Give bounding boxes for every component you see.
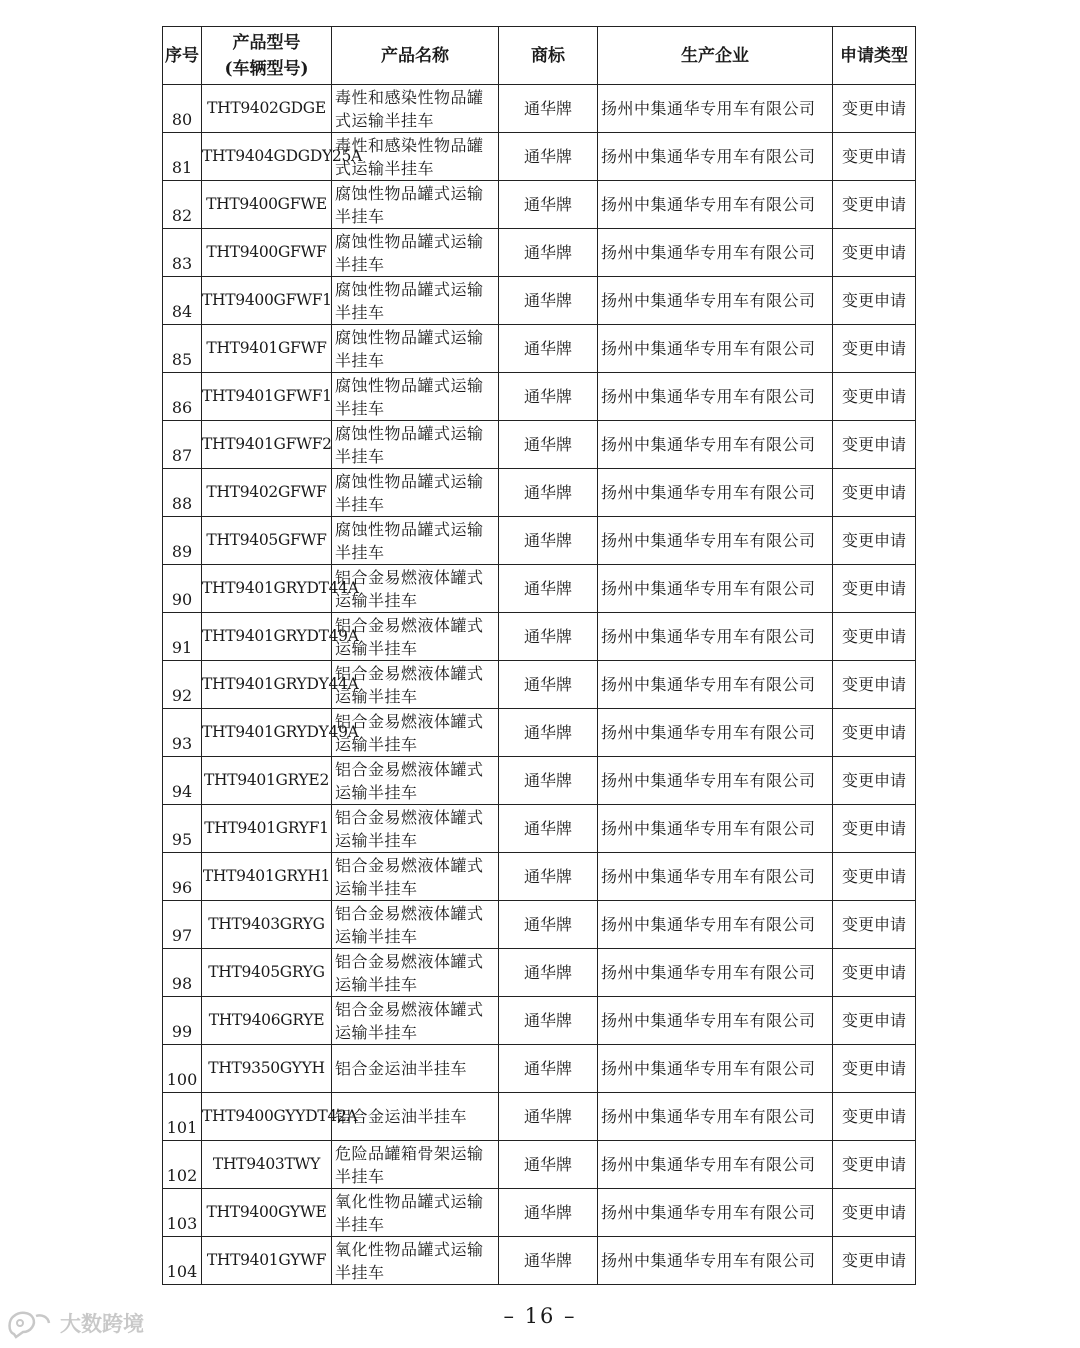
header-brand: 商标 <box>499 27 598 85</box>
header-model <box>202 27 332 85</box>
table-row <box>163 517 916 565</box>
cell-brand: 通华牌 <box>499 133 598 181</box>
cell-product-name: 腐蚀性物品罐式运输半挂车 <box>332 277 499 325</box>
table-row <box>163 1141 916 1189</box>
cell-brand: 通华牌 <box>499 373 598 421</box>
cell-apply-type: 变更申请 <box>833 1189 916 1237</box>
cell-company: 扬州中集通华专用车有限公司 <box>598 565 833 613</box>
cell-no: 85 <box>163 325 202 373</box>
cell-no: 83 <box>163 229 202 277</box>
table-row <box>163 181 916 229</box>
cell-company: 扬州中集通华专用车有限公司 <box>598 853 833 901</box>
cell-model: THT9401GRYDT49A <box>202 613 332 661</box>
cell-apply-type: 变更申请 <box>833 229 916 277</box>
cell-apply-type: 变更申请 <box>833 1237 916 1285</box>
cell-brand: 通华牌 <box>499 421 598 469</box>
cell-company: 扬州中集通华专用车有限公司 <box>598 517 833 565</box>
cell-no: 96 <box>163 853 202 901</box>
cell-no: 80 <box>163 85 202 133</box>
table-header-row <box>163 27 916 85</box>
cell-model: THT9400GYWE <box>202 1189 332 1237</box>
cell-no: 90 <box>163 565 202 613</box>
cell-product-name: 铝合金易燃液体罐式运输半挂车 <box>332 661 499 709</box>
cell-no: 88 <box>163 469 202 517</box>
cell-model: THT9400GFWE <box>202 181 332 229</box>
cell-product-name: 腐蚀性物品罐式运输半挂车 <box>332 325 499 373</box>
cell-company: 扬州中集通华专用车有限公司 <box>598 613 833 661</box>
cell-apply-type: 变更申请 <box>833 517 916 565</box>
cell-product-name: 腐蚀性物品罐式运输半挂车 <box>332 181 499 229</box>
cell-apply-type: 变更申请 <box>833 565 916 613</box>
cell-model: THT9400GYYDT42A <box>202 1093 332 1141</box>
cell-brand: 通华牌 <box>499 1237 598 1285</box>
cell-apply-type: 变更申请 <box>833 805 916 853</box>
cell-model: THT9403GRYG <box>202 901 332 949</box>
cell-company: 扬州中集通华专用车有限公司 <box>598 325 833 373</box>
cell-no: 102 <box>163 1141 202 1189</box>
cell-company: 扬州中集通华专用车有限公司 <box>598 85 833 133</box>
cell-model: THT9400GFWF <box>202 229 332 277</box>
table-row <box>163 853 916 901</box>
cell-brand: 通华牌 <box>499 1045 598 1093</box>
cell-product-name: 危险品罐箱骨架运输半挂车 <box>332 1141 499 1189</box>
cell-product-name: 腐蚀性物品罐式运输半挂车 <box>332 421 499 469</box>
cell-company: 扬州中集通华专用车有限公司 <box>598 133 833 181</box>
watermark-text: 大数跨境 <box>60 1312 144 1336</box>
cell-product-name: 铝合金运油半挂车 <box>332 1093 499 1141</box>
cell-brand: 通华牌 <box>499 1189 598 1237</box>
cell-product-name: 铝合金易燃液体罐式运输半挂车 <box>332 853 499 901</box>
product-table <box>162 26 916 1285</box>
header-company: 生产企业 <box>598 27 833 85</box>
cell-product-name: 铝合金易燃液体罐式运输半挂车 <box>332 565 499 613</box>
header-no: 序号 <box>163 27 202 85</box>
cell-product-name: 铝合金易燃液体罐式运输半挂车 <box>332 901 499 949</box>
cell-apply-type: 变更申请 <box>833 613 916 661</box>
cell-no: 93 <box>163 709 202 757</box>
cell-apply-type: 变更申请 <box>833 469 916 517</box>
table-row <box>163 373 916 421</box>
cell-company: 扬州中集通华专用车有限公司 <box>598 661 833 709</box>
cell-no: 103 <box>163 1189 202 1237</box>
cell-no: 91 <box>163 613 202 661</box>
cell-no: 87 <box>163 421 202 469</box>
cell-model: THT9402GDGE <box>202 85 332 133</box>
cell-company: 扬州中集通华专用车有限公司 <box>598 181 833 229</box>
cell-no: 101 <box>163 1093 202 1141</box>
cell-company: 扬州中集通华专用车有限公司 <box>598 709 833 757</box>
cell-product-name: 腐蚀性物品罐式运输半挂车 <box>332 373 499 421</box>
cell-model: THT9401GFWF <box>202 325 332 373</box>
cell-brand: 通华牌 <box>499 229 598 277</box>
cell-model: THT9405GFWF <box>202 517 332 565</box>
cell-brand: 通华牌 <box>499 1093 598 1141</box>
cell-company: 扬州中集通华专用车有限公司 <box>598 421 833 469</box>
page-number: – 16 – <box>503 1304 577 1328</box>
table-row <box>163 565 916 613</box>
cell-apply-type: 变更申请 <box>833 1093 916 1141</box>
cell-no: 82 <box>163 181 202 229</box>
cell-model: THT9401GRYDY49A <box>202 709 332 757</box>
cell-brand: 通华牌 <box>499 277 598 325</box>
cell-model: THT9401GRYE2 <box>202 757 332 805</box>
table-row <box>163 757 916 805</box>
cell-apply-type: 变更申请 <box>833 661 916 709</box>
cell-apply-type: 变更申请 <box>833 277 916 325</box>
cell-brand: 通华牌 <box>499 757 598 805</box>
cell-brand: 通华牌 <box>499 469 598 517</box>
cell-brand: 通华牌 <box>499 613 598 661</box>
cell-apply-type: 变更申请 <box>833 853 916 901</box>
table-row <box>163 1189 916 1237</box>
cell-model: THT9401GRYH1 <box>202 853 332 901</box>
cell-brand: 通华牌 <box>499 661 598 709</box>
cell-brand: 通华牌 <box>499 853 598 901</box>
cell-no: 84 <box>163 277 202 325</box>
cell-apply-type: 变更申请 <box>833 901 916 949</box>
cell-company: 扬州中集通华专用车有限公司 <box>598 1141 833 1189</box>
header-model-line1: 产品型号 <box>232 32 301 53</box>
cell-apply-type: 变更申请 <box>833 709 916 757</box>
table-row <box>163 1045 916 1093</box>
cell-company: 扬州中集通华专用车有限公司 <box>598 373 833 421</box>
cell-product-name: 铝合金易燃液体罐式运输半挂车 <box>332 997 499 1045</box>
cell-product-name: 铝合金易燃液体罐式运输半挂车 <box>332 613 499 661</box>
cell-model: THT9401GRYDY44A <box>202 661 332 709</box>
cell-no: 97 <box>163 901 202 949</box>
cell-no: 89 <box>163 517 202 565</box>
cell-apply-type: 变更申请 <box>833 181 916 229</box>
cell-company: 扬州中集通华专用车有限公司 <box>598 757 833 805</box>
cell-brand: 通华牌 <box>499 85 598 133</box>
cell-no: 95 <box>163 805 202 853</box>
cell-company: 扬州中集通华专用车有限公司 <box>598 1189 833 1237</box>
cell-product-name: 铝合金运油半挂车 <box>332 1045 499 1093</box>
cell-no: 104 <box>163 1237 202 1285</box>
cell-no: 92 <box>163 661 202 709</box>
table-body <box>163 85 916 1285</box>
cell-apply-type: 变更申请 <box>833 949 916 997</box>
cell-product-name: 铝合金易燃液体罐式运输半挂车 <box>332 805 499 853</box>
table-row <box>163 469 916 517</box>
cell-company: 扬州中集通华专用车有限公司 <box>598 277 833 325</box>
cell-product-name: 腐蚀性物品罐式运输半挂车 <box>332 517 499 565</box>
cell-product-name: 腐蚀性物品罐式运输半挂车 <box>332 469 499 517</box>
cell-brand: 通华牌 <box>499 949 598 997</box>
table-row <box>163 949 916 997</box>
cell-company: 扬州中集通华专用车有限公司 <box>598 997 833 1045</box>
cell-brand: 通华牌 <box>499 901 598 949</box>
cell-apply-type: 变更申请 <box>833 325 916 373</box>
cell-apply-type: 变更申请 <box>833 997 916 1045</box>
cell-brand: 通华牌 <box>499 517 598 565</box>
cell-brand: 通华牌 <box>499 805 598 853</box>
cell-model: THT9405GRYG <box>202 949 332 997</box>
cell-no: 98 <box>163 949 202 997</box>
cell-brand: 通华牌 <box>499 181 598 229</box>
table-row <box>163 421 916 469</box>
table-row <box>163 133 916 181</box>
cell-apply-type: 变更申请 <box>833 421 916 469</box>
cell-model: THT9401GRYF1 <box>202 805 332 853</box>
cell-product-name: 铝合金易燃液体罐式运输半挂车 <box>332 709 499 757</box>
cell-model: THT9406GRYE <box>202 997 332 1045</box>
table-row <box>163 85 916 133</box>
cell-apply-type: 变更申请 <box>833 373 916 421</box>
cell-model: THT9404GDGDY25A <box>202 133 332 181</box>
cell-model: THT9400GFWF1 <box>202 277 332 325</box>
cell-brand: 通华牌 <box>499 709 598 757</box>
table-row <box>163 325 916 373</box>
cell-product-name: 腐蚀性物品罐式运输半挂车 <box>332 229 499 277</box>
table-row <box>163 901 916 949</box>
cell-product-name: 氧化性物品罐式运输半挂车 <box>332 1189 499 1237</box>
cell-model: THT9403TWY <box>202 1141 332 1189</box>
cell-apply-type: 变更申请 <box>833 133 916 181</box>
table-row <box>163 1237 916 1285</box>
cell-brand: 通华牌 <box>499 565 598 613</box>
cell-no: 99 <box>163 997 202 1045</box>
table-row <box>163 1093 916 1141</box>
cell-model: THT9401GFWF2 <box>202 421 332 469</box>
cell-brand: 通华牌 <box>499 1141 598 1189</box>
table-row <box>163 997 916 1045</box>
table-row <box>163 277 916 325</box>
cell-company: 扬州中集通华专用车有限公司 <box>598 805 833 853</box>
cell-model: THT9401GRYDT44A <box>202 565 332 613</box>
cell-product-name: 铝合金易燃液体罐式运输半挂车 <box>332 757 499 805</box>
cell-apply-type: 变更申请 <box>833 85 916 133</box>
cell-brand: 通华牌 <box>499 325 598 373</box>
header-name: 产品名称 <box>332 27 499 85</box>
cell-company: 扬州中集通华专用车有限公司 <box>598 229 833 277</box>
cell-apply-type: 变更申请 <box>833 1141 916 1189</box>
header-model-line2: (车辆型号) <box>224 58 309 79</box>
table-row <box>163 229 916 277</box>
table-row <box>163 805 916 853</box>
cell-company: 扬州中集通华专用车有限公司 <box>598 1093 833 1141</box>
cell-no: 81 <box>163 133 202 181</box>
table-row <box>163 613 916 661</box>
cell-product-name: 铝合金易燃液体罐式运输半挂车 <box>332 949 499 997</box>
cell-product-name: 毒性和感染性物品罐式运输半挂车 <box>332 85 499 133</box>
cell-model: THT9401GYWF <box>202 1237 332 1285</box>
cell-brand: 通华牌 <box>499 997 598 1045</box>
cell-company: 扬州中集通华专用车有限公司 <box>598 949 833 997</box>
cell-company: 扬州中集通华专用车有限公司 <box>598 1237 833 1285</box>
table-row <box>163 661 916 709</box>
cell-apply-type: 变更申请 <box>833 757 916 805</box>
cell-company: 扬州中集通华专用车有限公司 <box>598 469 833 517</box>
cell-company: 扬州中集通华专用车有限公司 <box>598 901 833 949</box>
table-row <box>163 709 916 757</box>
cell-company: 扬州中集通华专用车有限公司 <box>598 1045 833 1093</box>
cell-apply-type: 变更申请 <box>833 1045 916 1093</box>
cell-no: 94 <box>163 757 202 805</box>
cell-model: THT9401GFWF1 <box>202 373 332 421</box>
header-type: 申请类型 <box>833 27 916 85</box>
cell-model: THT9350GYYH <box>202 1045 332 1093</box>
cell-model: THT9402GFWF <box>202 469 332 517</box>
cell-no: 100 <box>163 1045 202 1093</box>
cell-product-name: 毒性和感染性物品罐式运输半挂车 <box>332 133 499 181</box>
cell-product-name: 氧化性物品罐式运输半挂车 <box>332 1237 499 1285</box>
cell-no: 86 <box>163 373 202 421</box>
